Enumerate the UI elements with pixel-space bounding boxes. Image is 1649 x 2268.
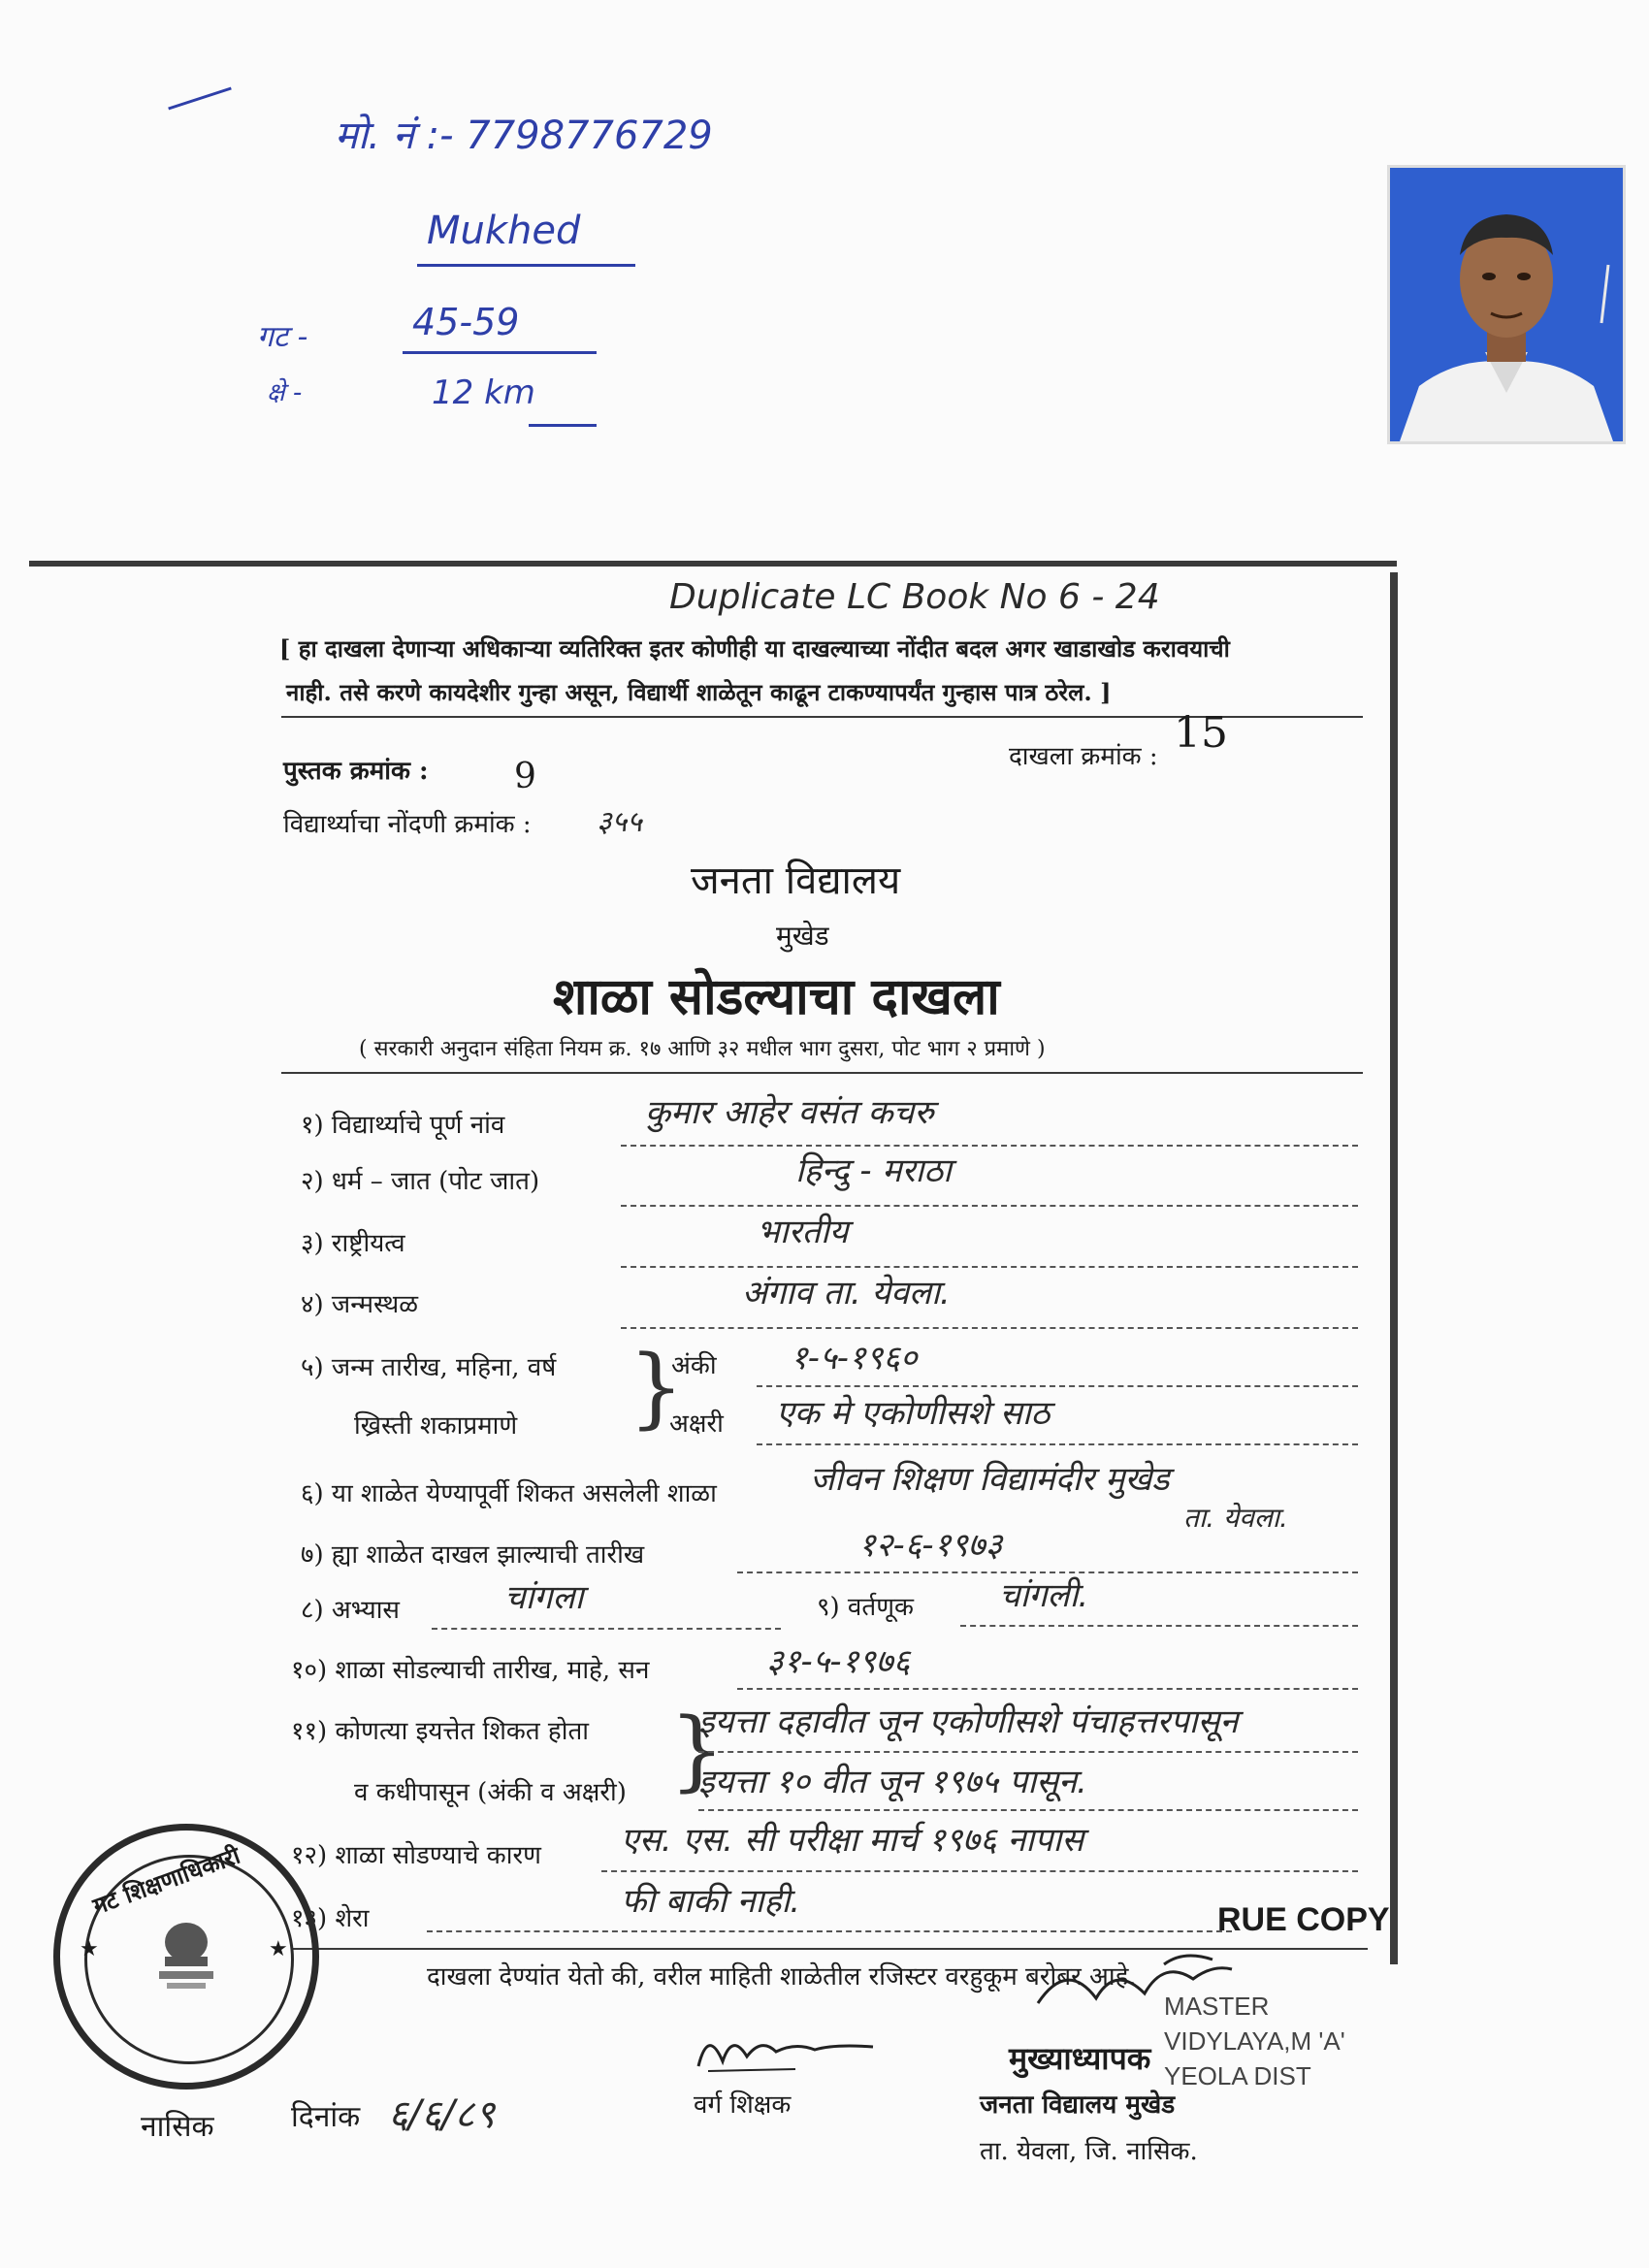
pen-stroke — [168, 87, 232, 111]
dob-digits-label: अंकी — [671, 1351, 717, 1380]
field-line — [757, 1385, 1358, 1387]
dob-digits-value: १-५-१९६० — [791, 1339, 918, 1377]
field-line — [621, 1327, 1358, 1329]
field-value-birthplace: अंगाव ता. येवला. — [742, 1274, 951, 1312]
handwritten-field1-label: गट - — [257, 320, 308, 354]
dob-brace: } — [629, 1337, 685, 1439]
class-label-line1: ११) कोणत्या इयत्तेत शिकत होता — [291, 1717, 590, 1746]
headmaster-label: मुख्याध्यापक — [1009, 2040, 1151, 2077]
dob-label-line2: ख्रिस्ती शकाप्रमाणे — [354, 1411, 518, 1441]
registration-number-label: विद्यार्थ्याचा नोंदणी क्रमांक : — [283, 810, 532, 839]
dob-label-line1: ५) जन्म तारीख, महिना, वर्ष — [301, 1353, 557, 1382]
seal-star-left: ★ — [80, 1937, 99, 1961]
class-value-line2: इयत्ता १० वीत जून १९७५ पासून. — [698, 1763, 1087, 1801]
previous-school-label: ६) या शाळेत येण्यापूर्वी शिकत असलेली शाळा — [301, 1479, 717, 1508]
certificate-number-label: दाखला क्रमांक : — [1009, 742, 1158, 771]
school-footer-line2: ता. येवला, जि. नासिक. — [980, 2137, 1198, 2166]
field-label-birthplace: ४) जन्मस्थळ — [301, 1290, 419, 1319]
handwritten-underline-3 — [529, 424, 597, 427]
book-number-label: पुस्तक क्रमांक : — [283, 757, 429, 786]
class-teacher-label: वर्ग शिक्षक — [694, 2090, 792, 2120]
class-teacher-signature-icon — [689, 2023, 883, 2081]
field-label-nationality: ३) राष्ट्रीयत्व — [301, 1229, 405, 1258]
conduct-value: चांगली. — [999, 1576, 1089, 1615]
previous-school-value: जीवन शिक्षण विद्यामंदीर मुखेड — [810, 1460, 1170, 1499]
remarks-value: फी बाकी नाही. — [621, 1882, 801, 1921]
handwritten-underline-2 — [403, 351, 597, 354]
handwritten-field2-label: क्षे - — [267, 378, 303, 407]
field-line — [960, 1625, 1358, 1627]
field-line — [621, 1205, 1358, 1207]
warning-line-2: नाही. तसे करणे कायदेशीर गुन्हा असून, विद्यार्थी शाळेतून काढून टाकण्यापर्यंत गुन्हास पात्र ठरेल. ] — [286, 678, 1112, 706]
class-value-line1: इयत्ता दहावीत जून एकोणीसशे पंचाहत्तरपासून — [698, 1702, 1239, 1741]
field-line — [432, 1628, 781, 1630]
leaving-date-label: १०) शाळा सोडल्याची तारीख, माहे, सन — [291, 1656, 650, 1685]
field-value-religion-caste: हिन्दु - मराठा — [795, 1151, 952, 1190]
dob-words-value: एक मे एकोणीसशे साठ — [776, 1394, 1051, 1433]
field-value-nationality: भारतीय — [757, 1213, 849, 1251]
previous-school-taluka: ता. येवला. — [1183, 1502, 1288, 1534]
handwritten-phone: मो. नं :- 7798776729 — [335, 113, 713, 158]
field-line — [737, 1688, 1358, 1690]
warning-line-1: [ हा दाखला देणाऱ्या अधिकाऱ्या व्यतिरिक्त इतर कोणीही या दाखल्याच्या नोंदीत बदल अगर खाडाखोड करावयाची — [279, 634, 1230, 663]
seal-top-text: गट शिक्षणाधिकारी — [88, 1840, 244, 1921]
registration-number-value: ३५५ — [597, 805, 642, 839]
leaving-date-value: ३१-५-१९७६ — [766, 1642, 911, 1681]
certificate-subtitle: ( सरकारी अनुदान संहिता नियम क्र. १७ आणि ३२ मधील भाग दुसरा, पोट भाग २ प्रमाणे ) — [359, 1037, 1046, 1061]
dob-words-label: अक्षरी — [669, 1409, 724, 1439]
field-label-full-name: १) विद्यार्थ्याचे पूर्ण नांव — [301, 1111, 505, 1140]
admission-date-label: ७) ह्या शाळेत दाखल झाल्याची तारीख — [301, 1540, 645, 1570]
field-line — [621, 1145, 1358, 1147]
subtitle-divider — [281, 1072, 1363, 1074]
leaving-reason-label: १२) शाळा सोडण्याचे कारण — [291, 1841, 541, 1870]
field-value-full-name: कुमार आहेर वसंत कचरु — [645, 1093, 934, 1132]
certificate-number-value: 15 — [1174, 708, 1228, 758]
date-label: दिनांक — [291, 2100, 361, 2134]
true-copy-stamp: RUE COPY — [1217, 1901, 1390, 1938]
progress-value: चांगला — [504, 1578, 584, 1617]
passport-photo — [1387, 165, 1626, 444]
field-line — [601, 1870, 1358, 1872]
certificate-title: शाळा सोडल्याचा दाखला — [553, 967, 1000, 1026]
official-seal — [53, 1824, 319, 2090]
certification-text: दाखला देण्यांत येतो की, वरील माहिती शाळेतील रजिस्टर वरहुकूम बरोबर आहे. — [427, 1962, 1137, 1992]
person-photo-icon — [1390, 168, 1623, 441]
school-place: मुखेड — [776, 920, 829, 952]
class-brace: } — [669, 1700, 726, 1801]
book-number-value: 9 — [514, 757, 536, 796]
remarks-label: १३) शेरा — [291, 1904, 370, 1933]
school-name: जनता विद्यालय — [691, 859, 901, 903]
date-value: ६/६/८९ — [388, 2092, 496, 2137]
national-emblem-icon — [147, 1913, 225, 2000]
field-label-religion-caste: २) धर्म – जात (पोट जात) — [301, 1167, 540, 1196]
school-footer-line1: जनता विद्यालय मुखेड — [980, 2090, 1176, 2120]
field-line — [698, 1809, 1358, 1811]
class-label-line2: व कधीपासून (अंकी व अक्षरी) — [354, 1778, 627, 1807]
certificate-right-border — [1390, 572, 1398, 1964]
field-line — [698, 1751, 1358, 1753]
seal-star-right: ★ — [269, 1937, 288, 1961]
field-line — [427, 1930, 1232, 1932]
duplicate-note: Duplicate LC Book No 6 - 24 — [669, 577, 1160, 617]
seal-city: नासिक — [141, 2110, 214, 2144]
conduct-label: ९) वर्तणूक — [817, 1593, 914, 1622]
handwritten-field2-value: 12 km — [432, 373, 535, 412]
leaving-reason-value: एस. एस. सी परीक्षा मार्च १९७६ नापास — [621, 1821, 1084, 1860]
handwritten-place: Mukhed — [427, 209, 581, 253]
headmaster-signature-icon — [1028, 1950, 1242, 2018]
handwritten-field1-value: 45-59 — [412, 301, 520, 343]
progress-label: ८) अभ्यास — [301, 1596, 400, 1625]
certificate-top-border — [29, 561, 1397, 567]
field-line — [621, 1266, 1358, 1268]
admission-date-value: १२-६-१९७३ — [858, 1526, 1003, 1565]
field-line — [757, 1443, 1358, 1445]
handwritten-underline — [417, 264, 635, 267]
headmaster-stamp-text: MASTER VIDYLAYA,M 'A' YEOLA DIST — [1164, 1992, 1345, 2090]
